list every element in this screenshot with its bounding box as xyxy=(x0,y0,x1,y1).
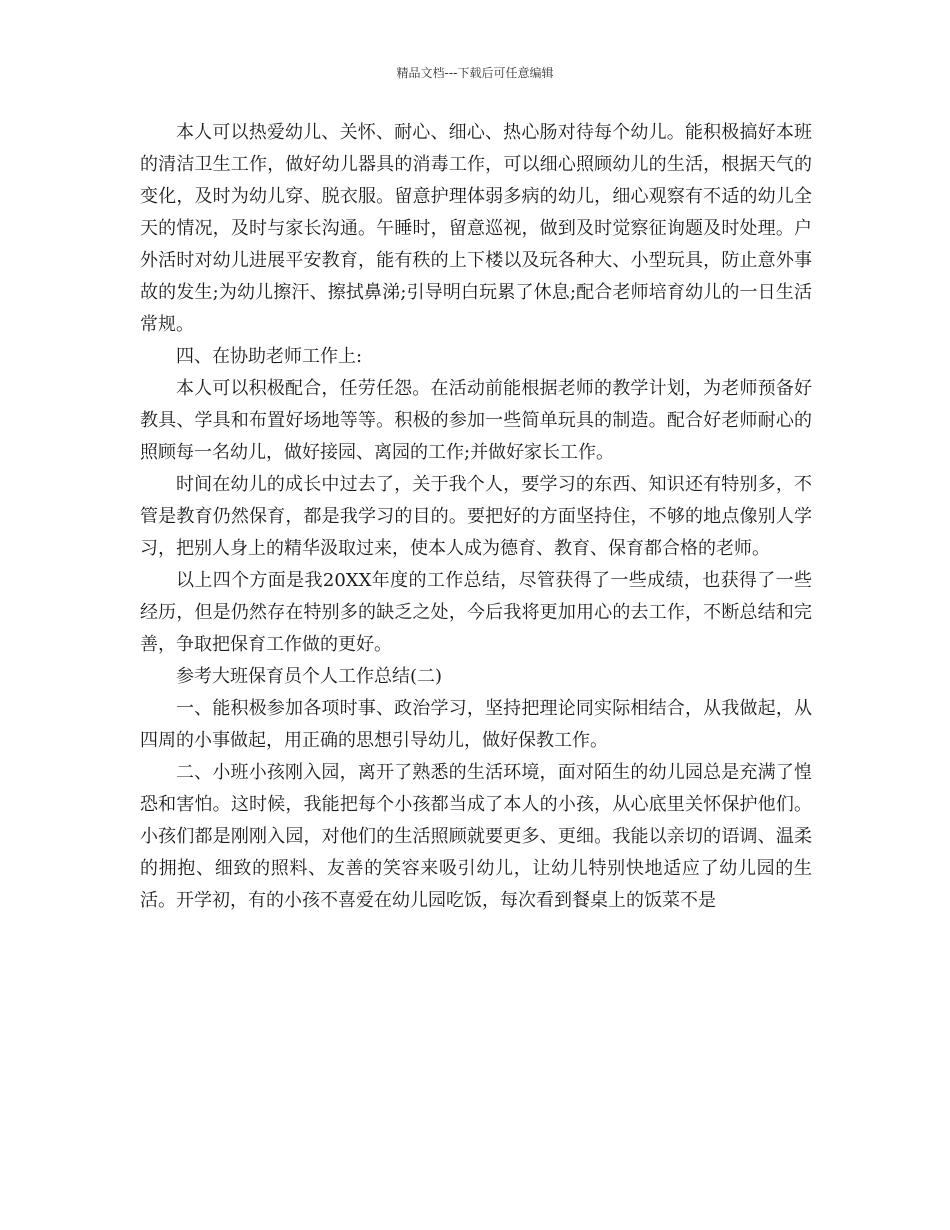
paragraph-assist-teacher: 本人可以积极配合，任劳任怨。在活动前能根据老师的教学计划，为老师预备好教具、学具和布置好场地等等。积极的参加一些简单玩具的制造。配合好老师耐心的照顾每一名幼儿，做好接园、离园的工作;并做好家长工作。 xyxy=(140,378,812,463)
paragraph-item-one: 一、能积极参加各项时事、政治学习，坚持把理论同实际相结合，从我做起，从四周的小事做起，用正确的思想引导幼儿，做好保教工作。 xyxy=(140,698,812,751)
section-heading-assist-teacher: 四、在协助老师工作上: xyxy=(176,346,363,367)
page-header: 精品文档---下载后可任意编辑 xyxy=(396,66,554,80)
paragraph-growth: 时间在幼儿的成长中过去了，关于我个人，要学习的东西、知识还有特别多，不管是教育仍然保育，都是我学习的目的。要把好的方面坚持住，不够的地点像别人学习，把别人身上的精华汲取过来，使本人成为德育、教育、保育都合格的老师。 xyxy=(140,474,812,559)
paragraph-care-duties: 本人可以热爱幼儿、关怀、耐心、细心、热心肠对待每个幼儿。能积极搞好本班的清洁卫生工作，做好幼儿器具的消毒工作，可以细心照顾幼儿的生活，根据天气的变化，及时为幼儿穿、脱衣服。留意护理体弱多病的幼儿，细心观察有不适的幼儿全天的情况，及时与家长沟通。午睡时，留意巡视，做到及时觉察征询题及时处理。户外活时对幼儿进展平安教育，能有秩的上下楼以及玩各种大、小型玩具，防止意外事故的发生;为幼儿擦汗、擦拭鼻涕;引导明白玩累了休息;配合老师培育幼儿的一日生活常规。 xyxy=(140,122,812,335)
paragraph-item-two: 二、小班小孩刚入园，离开了熟悉的生活环境，面对陌生的幼儿园总是充满了惶恐和害怕。这时候，我能把每个小孩都当成了本人的小孩，从心底里关怀保护他们。小孩们都是刚刚入园，对他们的生活照顾就要更多、更细。我能以亲切的语调、温柔的拥抱、细致的照料、友善的笑容来吸引幼儿，让幼儿特别快地适应了幼儿园的生活。开学初，有的小孩不喜爱在幼儿园吃饭，每次看到餐桌上的饭菜不是 xyxy=(140,762,812,911)
section-title-part-two: 参考大班保育员个人工作总结(二) xyxy=(176,666,443,687)
paragraph-summary: 以上四个方面是我20XX年度的工作总结，尽管获得了一些成绩，也获得了一些经历，但是仍然存在特别多的缺乏之处，今后我将更加用心的去工作，不断总结和完善，争取把保育工作做的更好。 xyxy=(140,570,812,655)
document-body xyxy=(140,117,812,917)
